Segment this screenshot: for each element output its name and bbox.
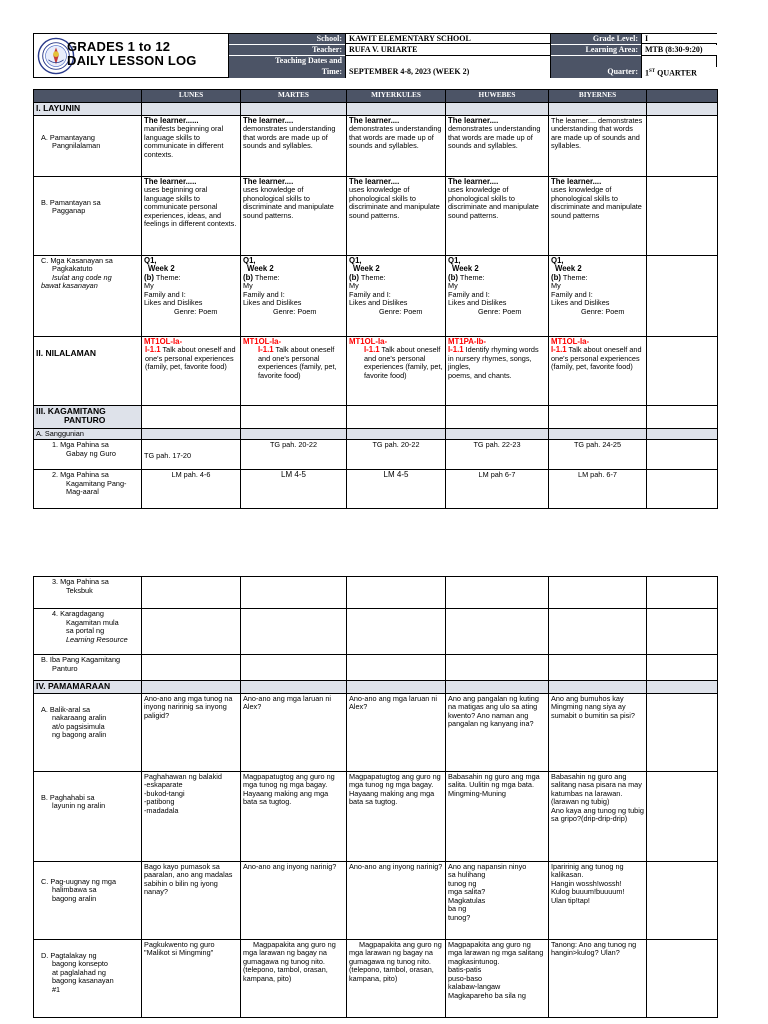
pagganap-head: The learner.... [448,176,499,186]
kasanayan-t1: My [551,281,561,291]
school-value: KAWIT ELEMENTARY SCHOOL [346,34,550,44]
nilalaman-text: Talk about oneself and one's personal experiences (family, pet, favorite food) [551,345,642,372]
nilalaman-code-2: I-1.1 [145,345,161,355]
pag-uugnay-cell: Ano-ano ang inyong narinig? [347,861,446,939]
pamantayang-body: The learner.... demonstrates understanding that words are made up of sounds and syllables. [551,115,643,151]
quarter-superscript: ST [649,69,656,74]
grade-label: Grade Level: [551,34,641,44]
nilalaman-code: MT1OL-Ia- [349,336,388,346]
pagganap-head: The learner..... [144,176,197,186]
karagdagang-label [34,609,142,655]
kasanayan-theme [349,274,443,283]
pagtalakay-cell: Pagkukwento ng guro "Malikot si Mingming" [142,939,241,1017]
kasanayan-week: Week 2 [452,264,479,274]
lm-label-2: Kagamitang Pang- [66,478,127,488]
header-title-line1: GRADES 1 to 12 [67,39,171,54]
pagganap-head: The learner.... [349,176,400,186]
nilalaman-code-2: I-1.1 [448,345,464,355]
pag-uugnay-cell: Ano-ano ang inyong narinig? [241,861,347,939]
kasanayan-t1: My [349,281,359,291]
section-layunin-row [34,103,718,116]
pagganap-body: uses knowledge of phonological skills to discriminate and manipulate sound patterns [551,185,642,220]
pamantayang-body: demonstrates understanding that words are made up of sounds and syllables. [243,124,336,151]
balik-cell: Ano ang pangalan ng kuting na matigas ang ulo sa ating kwento? Ano naman ang pangalan ng kanyang ina? [446,693,549,771]
pamantayang-body: demonstrates understanding that words are made up of sounds and syllables. [448,124,541,151]
pagganap-body: uses knowledge of phonological skills to discriminate and manipulate sound patterns. [349,185,440,220]
kasanayan-t3: Likes and Dislikes [448,298,507,308]
dates-label-1: Teaching Dates and [229,56,345,67]
quarter-number: 1 [645,68,649,78]
nilalaman-code-2: I-1.1 [551,345,567,355]
pamantayang-row [34,115,718,176]
balik-label-2: nakaraang aralin [52,713,107,723]
paghahabi-cell: Babasahin ng guro ang salitang nasa pisara na may katumbas na larawan. (larawan ng tubig) Ano kaya ang tunog ng tubig sa gripo?(drip-drip-drip) [549,771,647,861]
kasanayan-theme [144,274,238,283]
pagtalakay-label [34,939,142,1017]
kasanayan-label [34,255,142,336]
pag-uugnay-label-2: halimbawa sa [52,885,97,895]
pag-uugnay-label-1: C. Pag-uugnay ng mga [41,876,117,886]
kasanayan-theme-word: Theme: [457,272,485,282]
karagdagang-label-4: Learning Resource [66,634,128,644]
header-title-line2: DAILY LESSON LOG [67,53,197,68]
nilalaman-code: MT1OL-Ia- [243,336,282,346]
section-kagamitan-label-2: PANTURO [64,415,106,425]
section-kagamitan-label [34,405,142,428]
nilalaman-cell [549,336,647,405]
pagganap-row [34,176,718,255]
kasanayan-quarter: Q1, [551,255,564,265]
kasanayan-theme [448,274,546,283]
kasanayan-quarter: Q1, [349,255,362,265]
gabay-label-1: 1. Mga Pahina sa [52,440,109,450]
nilalaman-code: MT1OL-Ia- [144,336,183,346]
lm-label-1: 2. Mga Pahina sa [52,470,109,480]
pamantayang-cell [446,115,549,176]
nilalaman-cell [142,336,241,405]
header-title [67,40,197,68]
kasanayan-t1: My [243,281,253,291]
nilalaman-code-2: I-1.1 [364,345,380,355]
day-header-biyernes: BIYERNES [549,90,647,103]
kasanayan-quarter: Q1, [243,255,256,265]
balik-label-3: at/o pagsisimula [52,721,105,731]
kasanayan-cell [347,255,446,336]
balik-row [34,693,718,771]
kasanayan-cell [549,255,647,336]
lesson-table-part1 [33,89,718,509]
pag-uugnay-cell: Bago kayo pumasok sa paaralan, ano ang madalas sabihin o bilin ng iyong nanay? [142,861,241,939]
iba-label [34,655,142,681]
pamantayang-cell [347,115,446,176]
day-header-extra [647,90,718,103]
pagganap-label-2: Pagganap [52,206,86,216]
pagganap-head: The learner.... [243,176,294,186]
kasanayan-cell [446,255,549,336]
kasanayan-cell [142,255,241,336]
teksbuk-label [34,577,142,609]
pamantayang-cell [549,115,647,176]
nilalaman-code-2: I-1.1 [258,345,274,355]
kasanayan-theme-word: Theme: [560,272,588,282]
balik-label [34,693,142,771]
quarter-label-bg [551,56,641,67]
nilalaman-row [34,336,718,405]
day-header-corner [34,90,142,103]
karagdagang-label-1: 4. Karagdagang [52,609,104,618]
pamantayang-cell [142,115,241,176]
lm-cell: LM pah. 6-7 [549,470,647,509]
pagganap-cell [347,176,446,255]
iba-row [34,655,718,681]
dates-value: SEPTEMBER 4-8, 2023 (WEEK 2) [346,67,550,78]
pagganap-cell [142,176,241,255]
kasanayan-t4: Genre: Poem [379,307,423,317]
nilalaman-cell [347,336,446,405]
lm-cell: LM 4-5 [347,470,446,509]
pagtalakay-cell: Magpapakita ang guro ng mga larawan ng mga salitang magkasintunog. batis-patis puso-baso kalabaw-langaw Magkapareho ba sila ng [446,939,549,1017]
nilalaman-cell [241,336,347,405]
balik-cell: Ano ang bumuhos kay Mingming nang siya ay sumabit o bumitin sa pisi? [549,693,647,771]
paghahabi-cell: Babasahin ng guro ang mga salita. Uulitin ng mga bata. Mingming-Muning [446,771,549,861]
teksbuk-label-2: Teksbuk [66,585,93,595]
pamantayang-label-2: Pangnilalaman [52,141,101,151]
iba-label-2: Panturo [52,663,78,673]
pamantayang-label-1: A. Pamantayang [41,132,95,142]
balik-label-1: A. Balik-aral sa [41,704,91,714]
pagtalakay-label-4: bagong kasanayan [52,976,114,986]
pagganap-cell [549,176,647,255]
pamantayang-cell [241,115,347,176]
kasanayan-t4: Genre: Poem [581,307,625,317]
kasanayan-week: Week 2 [247,264,274,274]
kasanayan-week: Week 2 [353,264,380,274]
lm-label [34,470,142,509]
teksbuk-row [34,577,718,609]
pag-uugnay-cell: Iparirinig ang tunog ng kalikasan. Hangin wossh!wossh! Kulog buuum!buuuum! Ulan tip!tap! [549,861,647,939]
pagganap-cell [446,176,549,255]
gabay-cell: TG pah. 22-23 [446,440,549,470]
kasanayan-t2: Family and I: [551,289,593,299]
kasanayan-t2: Family and I: [243,289,285,299]
pamantayang-head: The learner...... [144,115,199,125]
section-pamamaraan-row [34,681,718,694]
lm-row [34,470,718,509]
pamantayang-label [34,115,142,176]
pag-uugnay-label-3: bagong aralin [52,893,97,903]
teksbuk-label-1: 3. Mga Pahina sa [52,577,109,586]
sanggunian-label: A. Sanggunian [34,428,142,440]
kasanayan-label-2: Pagkakatuto [52,264,93,274]
karagdagang-row [34,609,718,655]
lm-cell: LM 4-5 [241,470,347,509]
day-header-martes: MARTES [241,90,347,103]
pagtalakay-label-1: D. Pagtalakay ng [41,950,97,960]
pag-uugnay-label [34,861,142,939]
kasanayan-b: (b) [243,272,253,282]
kasanayan-b: (b) [551,272,561,282]
nilalaman-text: Talk about oneself and one's personal experiences (family, pet, favorite food) [258,345,337,380]
school-label: School: [229,34,345,44]
karagdagang-label-3: sa portal ng [66,626,105,636]
quarter-value [642,67,717,78]
kasanayan-b: (b) [349,272,359,282]
paghahabi-label-2: layunin ng aralin [52,801,106,811]
day-header-huwebes: HUWEBES [446,90,549,103]
area-value: MTB (8:30-9:20) [642,45,717,56]
kasanayan-t1: My [144,281,154,291]
header-title-block [33,33,229,78]
pagganap-body: uses beginning oral language skills to communicate personal experiences, ideas, and feelings in different contexts. [144,185,237,229]
gabay-label [34,440,142,470]
kasanayan-label-4: bawat kasanayan [41,281,98,291]
pag-uugnay-text: Ano ang napansin ninyo sa hulihang tunog ng mga salita? Magkatulas ba ng tunog? [448,861,527,923]
balik-cell: Ano-ano ang mga laruan ni Alex? [347,693,446,771]
lm-cell: LM pah. 4-6 [142,470,241,509]
balik-cell: Ano-ano ang mga tunog na inyong naririnig sa inyong paligid? [142,693,241,771]
pagtalakay-row [34,939,718,1017]
header-info-grid [229,33,717,78]
kasanayan-t2: Family and I: [144,289,186,299]
paghahabi-cell: Paghahawan ng balakid -eskaparate -bukod-tangi -patibong -madadala [142,771,241,861]
day-header-miyerkules: MIYERKULES [347,90,446,103]
pagtalakay-label-2: bagong konsepto [52,959,108,969]
kasanayan-theme [551,274,644,283]
pagganap-body: uses knowledge of phonological skills to discriminate and manipulate sound patterns. [243,185,334,220]
lm-label-3: Mag-aaral [66,487,99,497]
kasanayan-theme-word: Theme: [252,272,280,282]
teacher-label: Teacher: [229,45,345,55]
pagtalakay-label-5: #1 [52,984,61,994]
pagganap-head: The learner.... [551,176,602,186]
balik-cell: Ano-ano ang mga laruan ni Alex? [241,693,347,771]
pamantayang-head: The learner.... [349,115,400,125]
kasanayan-week: Week 2 [555,264,582,274]
gabay-label-2: Gabay ng Guro [66,448,116,458]
paghahabi-cell: Magpapatugtog ang guro ng mga tunog ng mga bagay. Hayaang making ang mga bata sa tugtog. [241,771,347,861]
lesson-log-header [33,33,717,78]
lesson-table-part2 [33,576,718,1018]
pagganap-label-1: B. Pamantayan sa [41,197,101,207]
section-nilalaman-label: II. NILALAMAN [34,336,142,405]
pag-uugnay-cell [446,861,549,939]
lm-cell: LM pah 6-7 [446,470,549,509]
kasanayan-theme-word: Theme: [358,272,386,282]
day-header-lunes: LUNES [142,90,241,103]
day-header-row [34,90,718,103]
kasanayan-t1: My [448,281,458,291]
nilalaman-text: Identify rhyming words in nursery rhymes, songs, jingles, poems, and chants. [448,345,539,380]
pagtalakay-cell: Magpapakita ang guro ng mga larawan ng bagay na gumagawa ng tunog nito. (telepono, tambol, orasan, kampana, pito) [347,939,446,1017]
kasanayan-cell [241,255,347,336]
pamantayang-body: demonstrates understanding that words are made up of sounds and syllables. [349,124,442,151]
quarter-word: QUARTER [655,68,697,78]
grade-value: I [642,34,717,44]
section-pamamaraan-label: IV. PAMAMARAAN [34,681,142,694]
pag-uugnay-row [34,861,718,939]
pagganap-label [34,176,142,255]
nilalaman-code: MT1PA-Ib- [448,336,486,346]
pamantayang-head: The learner.... [448,115,499,125]
kasanayan-b: (b) [144,272,154,282]
kasanayan-t4: Genre: Poem [174,307,218,317]
kasanayan-label-1: C. Mga Kasanayan sa [41,255,113,265]
area-label: Learning Area: [551,45,641,55]
pagtalakay-cell: Magpapakita ang guro ng mga larawan ng bagay na gumagawa ng tunog nito.(telepono, tambol, orasan, kampana, pito) [241,939,347,1017]
paghahabi-row [34,771,718,861]
gabay-cell: TG pah. 20-22 [241,440,347,470]
nilalaman-cell [446,336,549,405]
kasanayan-t4: Genre: Poem [478,307,522,317]
kasanayan-week: Week 2 [148,264,175,274]
gabay-cell: TG pah. 17-20 [142,440,241,470]
kasanayan-t4: Genre: Poem [273,307,317,317]
paghahabi-cell: Magpapatugtog ang guro ng mga tunog ng mga bagay. Hayaang making ang mga bata sa tugtog. [347,771,446,861]
kasanayan-theme [243,274,344,283]
kasanayan-b: (b) [448,272,458,282]
section-layunin-label: I. LAYUNIN [34,103,142,116]
section-kagamitan-label-1: III. KAGAMITANG [36,405,106,416]
dates-label-2: Time: [229,67,345,78]
kasanayan-t3: Likes and Dislikes [349,298,408,308]
pagganap-cell [241,176,347,255]
pamantayang-body: manifests beginning oral language skills to communicate in different contexts. [144,124,224,159]
kasanayan-t2: Family and I: [448,289,490,299]
nilalaman-code: MT1OL-Ia- [551,336,590,346]
nilalaman-text: Talk about oneself and one's personal experiences (family, pet, favorite food) [364,345,443,380]
gabay-cell: TG pah. 20-22 [347,440,446,470]
gabay-cell: TG pah. 24-25 [549,440,647,470]
quarter-label: Quarter: [551,67,641,78]
pagganap-body: uses knowledge of phonological skills to discriminate and manipulate sound patterns. [448,185,539,220]
karagdagang-label-2: Kagamitan mula [66,617,119,627]
nilalaman-text: Talk about oneself and one's personal experiences (family, pet, favorite food) [145,345,236,372]
pagtalakay-label-3: at paglalahad ng [52,967,106,977]
kasanayan-t3: Likes and Dislikes [144,298,203,308]
kasanayan-quarter: Q1, [448,255,461,265]
kasanayan-row [34,255,718,336]
kasanayan-theme-word: Theme: [153,272,181,282]
kasanayan-t3: Likes and Dislikes [551,298,610,308]
teacher-value: RUFA V. URIARTE [346,45,550,56]
section-kagamitan-row [34,405,718,428]
paghahabi-label [34,771,142,861]
balik-label-4: ng bagong aralin [52,730,107,740]
kasanayan-t2: Family and I: [349,289,391,299]
iba-label-1: B. Iba Pang Kagamitang [41,655,121,664]
kasanayan-t3: Likes and Dislikes [243,298,302,308]
pamantayang-head: The learner.... [243,115,294,125]
pagtalakay-cell: Tanong: Ano ang tunog ng hangin>kulog? Ulan? [549,939,647,1017]
paghahabi-label-1: B. Paghahabi sa [41,792,95,802]
kasanayan-quarter: Q1, [144,255,157,265]
gabay-row [34,440,718,470]
sanggunian-row [34,428,718,440]
kasanayan-label-3: Isulat ang code ng [52,272,112,282]
